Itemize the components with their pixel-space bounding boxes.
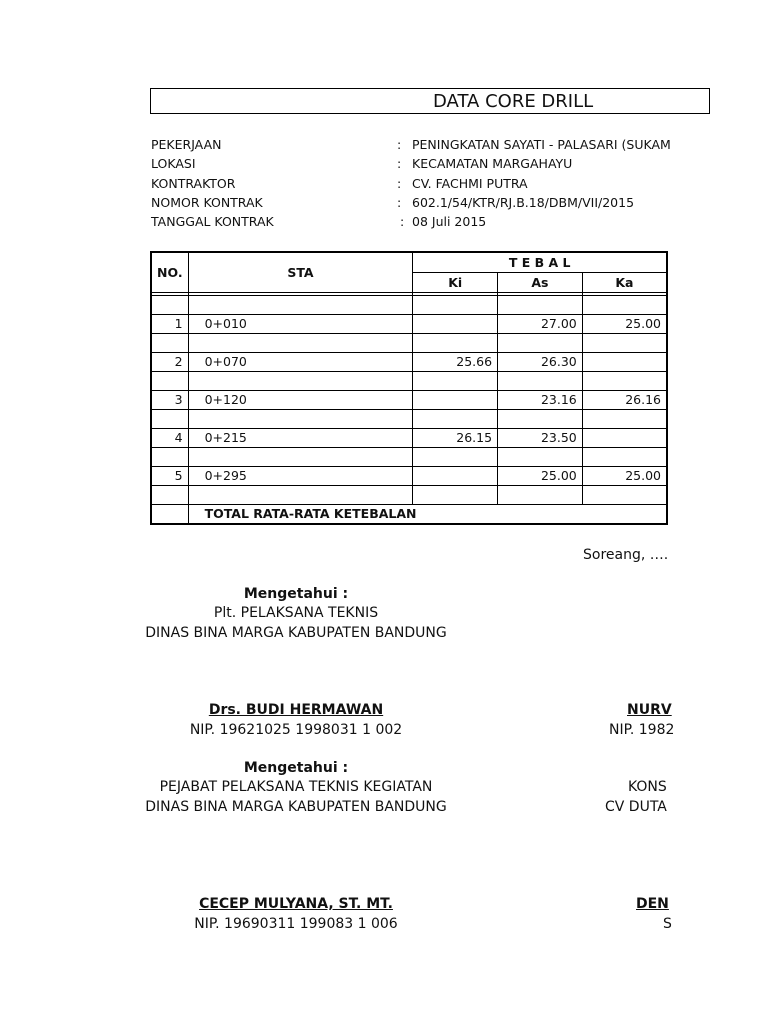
cell-as: 27.00 [498, 314, 583, 333]
table-total-row [151, 504, 667, 524]
left1-line2: DINAS BINA MARGA KABUPATEN BANDUNG [145, 625, 447, 641]
cell-ka [582, 428, 667, 447]
table-spacer-row [151, 485, 667, 504]
right2-name: DEN [636, 896, 669, 912]
header-as: As [498, 272, 583, 292]
header-ki: Ki [413, 272, 498, 292]
right2-nip: S [663, 916, 672, 932]
right1-nip: NIP. 1982 [609, 722, 675, 738]
info-colon: : [397, 176, 402, 191]
table-spacer-row [151, 333, 667, 352]
info-label: KONTRAKTOR [151, 176, 236, 191]
left2-nip: NIP. 19690311 199083 1 006 [194, 916, 398, 932]
place-date: Soreang, …. [583, 547, 669, 563]
cell-ka [582, 352, 667, 371]
cell-no: 1 [151, 314, 188, 333]
right1-name: NURV [627, 702, 672, 718]
cell-ki [413, 390, 498, 409]
cell-as: 23.50 [498, 428, 583, 447]
cell-no: 4 [151, 428, 188, 447]
total-label: TOTAL RATA-RATA KETEBALAN [188, 504, 667, 524]
cell-ki [413, 314, 498, 333]
cell-no: 5 [151, 466, 188, 485]
table-row [151, 466, 667, 485]
table-row [151, 390, 667, 409]
info-value: 08 Juli 2015 [412, 214, 487, 229]
left2-name: CECEP MULYANA, ST. MT. [199, 896, 393, 912]
info-label: LOKASI [151, 156, 196, 171]
table-spacer-row [151, 409, 667, 428]
cell-ki: 26.15 [413, 428, 498, 447]
cell-sta: 0+070 [188, 352, 413, 371]
table-spacer-row [151, 371, 667, 390]
cell-ki [413, 466, 498, 485]
info-colon: : [397, 137, 402, 152]
cell-sta: 0+010 [188, 314, 413, 333]
info-colon: : [397, 195, 402, 210]
left2-line2: DINAS BINA MARGA KABUPATEN BANDUNG [145, 799, 447, 815]
cell-ka: 25.00 [582, 314, 667, 333]
cell-sta: 0+215 [188, 428, 413, 447]
info-value: KECAMATAN MARGAHAYU [412, 156, 573, 171]
right2-line1: KONS [628, 779, 667, 795]
header-sta: STA [188, 252, 413, 292]
left1-name: Drs. BUDI HERMAWAN [208, 702, 384, 718]
cell-as: 26.30 [498, 352, 583, 371]
info-label: PEKERJAAN [151, 137, 222, 152]
table-row [151, 428, 667, 447]
table-row [151, 352, 667, 371]
header-ka: Ka [582, 272, 667, 292]
left1-line1: Plt. PELAKSANA TEKNIS [213, 605, 379, 621]
table-row [151, 314, 667, 333]
cell-ka: 25.00 [582, 466, 667, 485]
cell-no: 3 [151, 390, 188, 409]
page-title: DATA CORE DRILL [433, 91, 594, 112]
cell-no: 2 [151, 352, 188, 371]
info-label: NOMOR KONTRAK [151, 195, 263, 210]
info-colon: : [400, 214, 405, 229]
left1-heading: Mengetahui : [243, 586, 349, 602]
cell-as: 25.00 [498, 466, 583, 485]
info-value: PENINGKATAN SAYATI - PALASARI (SUKAM [412, 137, 671, 152]
table-spacer-row [151, 295, 667, 314]
cell-ka: 26.16 [582, 390, 667, 409]
cell-ki: 25.66 [413, 352, 498, 371]
cell-as: 23.16 [498, 390, 583, 409]
header-tebal: T E B A L [413, 252, 667, 272]
left2-heading: Mengetahui : [243, 760, 349, 776]
right2-line2: CV DUTA [605, 799, 667, 815]
cell-empty [151, 504, 188, 524]
info-label: TANGGAL KONTRAK [151, 214, 274, 229]
left1-nip: NIP. 19621025 1998031 1 002 [189, 722, 403, 738]
header-no: NO. [151, 252, 188, 292]
info-value: CV. FACHMI PUTRA [412, 176, 528, 191]
core-drill-table [150, 251, 668, 525]
title-box [150, 88, 710, 114]
info-value: 602.1/54/KTR/RJ.B.18/DBM/VII/2015 [412, 195, 635, 210]
left2-line1: PEJABAT PELAKSANA TEKNIS KEGIATAN [159, 779, 433, 795]
cell-sta: 0+120 [188, 390, 413, 409]
table-spacer-row [151, 447, 667, 466]
info-colon: : [397, 156, 402, 171]
cell-sta: 0+295 [188, 466, 413, 485]
